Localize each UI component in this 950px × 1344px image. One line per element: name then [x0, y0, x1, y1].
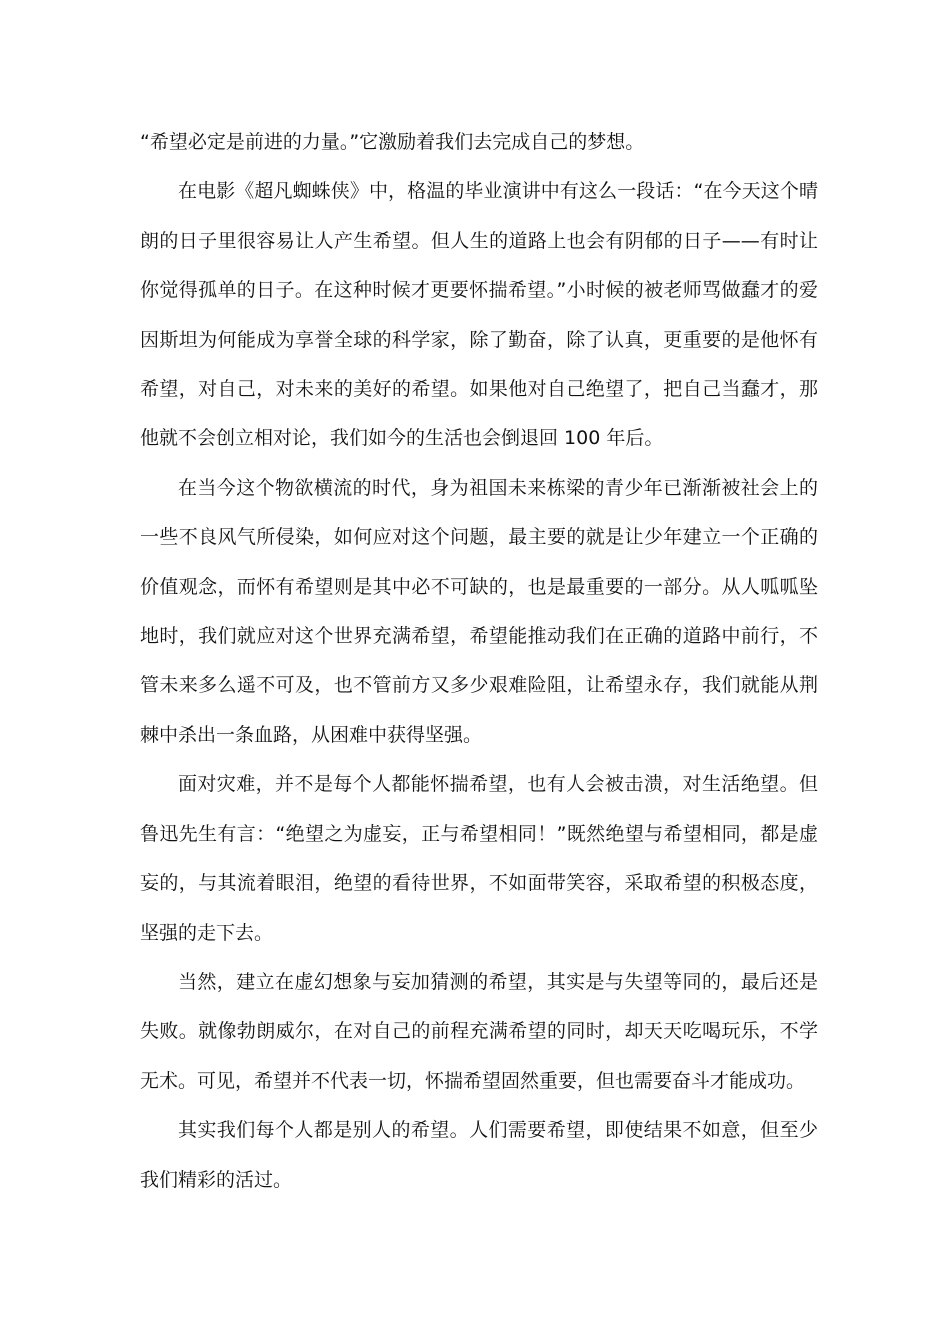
paragraph-6: 其实我们每个人都是别人的希望。人们需要希望，即使结果不如意，但至少我们精彩的活过。: [140, 1119, 818, 1191]
paragraph-5: 当然，建立在虚幻想象与妄加猜测的希望，其实是与失望等同的，最后还是失败。就像勃朗威尔，在对自己的前程充满希望的同时，却天天吃喝玩乐，不学无术。可见，希望并不代表一切，怀揣希望固然重要，但也需要奋斗才能成功。: [140, 970, 818, 1092]
paragraph-3: 在当今这个物欲横流的时代，身为祖国未来栋梁的青少年已渐渐被社会上的一些不良风气所侵染，如何应对这个问题，最主要的就是让少年建立一个正确的价值观念，而怀有希望则是其中必不可缺的，也是最重要的一部分。从人呱呱坠地时，我们就应对这个世界充满希望，希望能推动我们在正确的道路中前行，不管未来多么遥不可及，也不管前方又多少艰难险阻，让希望永存，我们就能从荆棘中杀出一条血路，从困难中获得坚强。: [140, 476, 818, 746]
paragraph-1: “希望必定是前进的力量。”它激励着我们去完成自己的梦想。: [140, 131, 645, 153]
essay-body: [140, 118, 818, 1205]
paragraph-4: 面对灾难，并不是每个人都能怀揣希望，也有人会被击溃，对生活绝望。但鲁迅先生有言：“绝望之为虚妄，正与希望相同！”既然绝望与希望相同，都是虚妄的，与其流着眼泪，绝望的看待世界，不如面带笑容，采取希望的积极态度，坚强的走下去。: [140, 773, 818, 944]
paragraph-2: 在电影《超凡蜘蛛侠》中，格温的毕业演讲中有这么一段话：“在今天这个晴朗的日子里很容易让人产生希望。但人生的道路上也会有阴郁的日子——有时让你觉得孤单的日子。在这种时候才更要怀揣希望。”小时候的被老师骂做蠢才的爱因斯坦为何能成为享誉全球的科学家，除了勤奋，除了认真，更重要的是他怀有希望，对自己，对未来的美好的希望。如果他对自己绝望了，把自己当蠢才，那他就不会创立相对论，我们如今的生活也会倒退回 100 年后。: [140, 180, 818, 450]
